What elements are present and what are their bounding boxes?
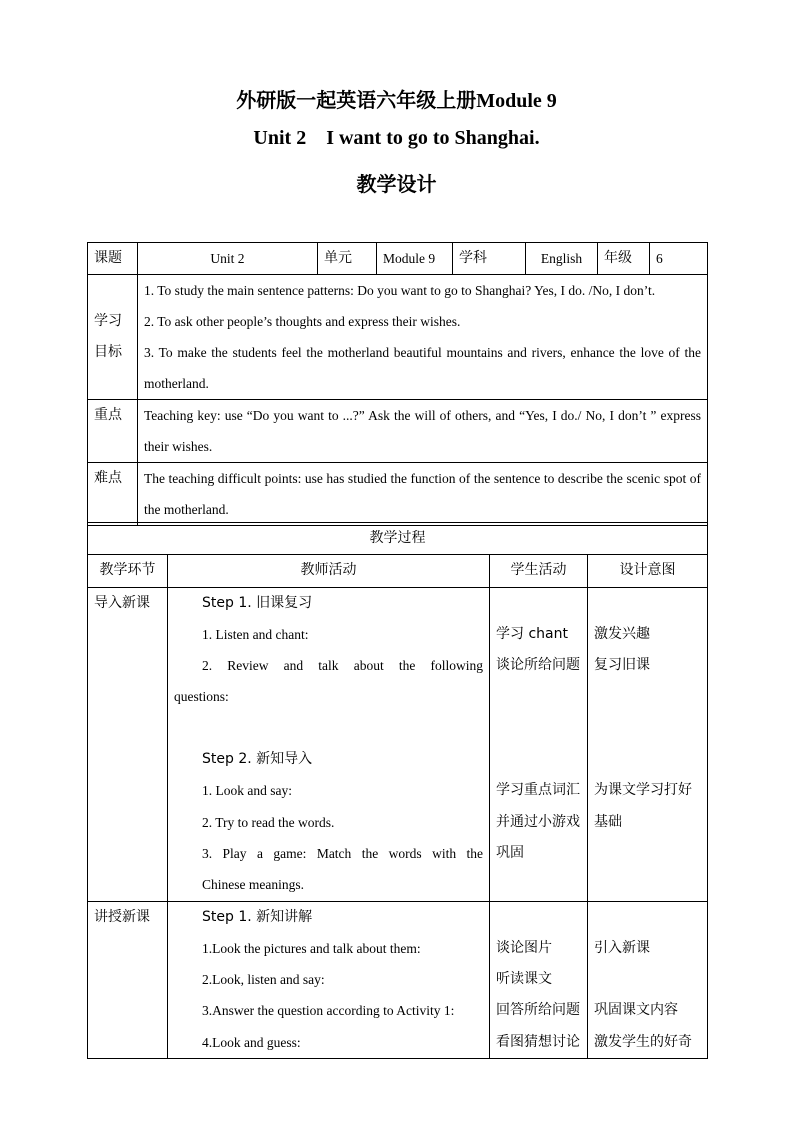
- header-student: 学生活动: [490, 555, 588, 587]
- info-row: [88, 243, 708, 275]
- process-row-intro: [88, 587, 708, 901]
- teacher-line: [174, 713, 483, 744]
- intent-line: 激发学生的好奇: [594, 1033, 692, 1050]
- lesson-title: I want to go to Shanghai.: [326, 127, 540, 149]
- objective-item: 2. To ask other people’s thoughts and express their wishes.: [144, 314, 461, 329]
- student-line: 并通过小游戏: [496, 813, 580, 830]
- teacher-line: 1. Listen and chant:: [202, 626, 309, 642]
- header-teacher: 教师活动: [168, 555, 490, 587]
- teacher-line: Step 1. 新知讲解: [202, 908, 313, 925]
- student-line: [496, 681, 581, 712]
- student-line: [496, 902, 581, 933]
- unit-title: [0, 127, 793, 150]
- student-line: [496, 713, 581, 744]
- intent-line: [594, 681, 701, 712]
- stage-cell: 讲授新课: [88, 901, 168, 1058]
- student-line: 谈论所给问题: [496, 657, 580, 674]
- unit-number: Unit 2: [253, 127, 307, 149]
- teacher-line: 4.Look and guess:: [202, 1034, 301, 1050]
- header-stage: 教学环节: [88, 555, 168, 587]
- objectives-label: [88, 275, 138, 400]
- intent-line: [594, 588, 701, 619]
- key-point-text: Teaching key: use “Do you want to ...?” Ask the will of others, and “Yes, I do./ No, I don’t ” express their wishes.: [138, 400, 708, 463]
- process-header-row: [88, 555, 708, 587]
- intent-line: [594, 902, 701, 933]
- objective-item: 3. To make the students feel the motherland beautiful mountains and rivers, enhance the love of the motherland.: [144, 345, 701, 391]
- objectives-content: [138, 275, 708, 400]
- teacher-activity-cell: [168, 901, 490, 1058]
- grade-value: 6: [650, 243, 708, 275]
- teacher-line: 1. Look and say:: [202, 783, 292, 799]
- teacher-line: Step 2. 新知导入: [202, 751, 313, 768]
- student-line: 回答所给问题: [496, 1002, 580, 1019]
- intent-line: [594, 744, 701, 775]
- teacher-line: 1.Look the pictures and talk about them:: [202, 940, 421, 956]
- process-title-row: [88, 523, 708, 555]
- stage-cell: 导入新课: [88, 587, 168, 901]
- unit-label: 单元: [318, 243, 377, 275]
- intent-line: [594, 869, 701, 900]
- teacher-line: questions:: [174, 689, 229, 705]
- student-line: 学习重点词汇: [496, 782, 580, 799]
- teaching-process-table: [87, 522, 708, 1059]
- student-line: 谈论图片: [496, 939, 552, 956]
- objectives-label-line1: 学习: [94, 313, 122, 329]
- intent-line: [594, 713, 701, 744]
- teacher-line: 2. Review and talk about the following: [202, 658, 483, 674]
- intent-line: 复习旧课: [594, 657, 650, 674]
- grade-label: 年级: [598, 243, 650, 275]
- key-point-row: [88, 400, 708, 463]
- intent-line: 为课文学习打好: [594, 782, 692, 799]
- objective-item: 1. To study the main sentence patterns: Do you want to go to Shanghai? Yes, I do. /No, I don’t.: [144, 283, 656, 298]
- key-point-label: 重点: [88, 400, 138, 463]
- student-activity-cell: [490, 901, 588, 1058]
- document-title: 外研版一起英语六年级上册Module 9: [236, 90, 557, 112]
- topic-label: 课题: [88, 243, 138, 275]
- process-title: 教学过程: [88, 523, 708, 555]
- teacher-line: Step 1. 旧课复习: [202, 594, 313, 611]
- difficult-point-label: 难点: [88, 463, 138, 526]
- student-line: 看图猜想讨论: [496, 1033, 580, 1050]
- subject-value: English: [526, 243, 598, 275]
- intent-line: 引入新课: [594, 939, 650, 956]
- student-activity-cell: [490, 587, 588, 901]
- header-intent: 设计意图: [588, 555, 708, 587]
- student-line: 巩固: [496, 844, 524, 861]
- objectives-label-line2: 目标: [94, 344, 122, 360]
- design-intent-cell: [588, 901, 708, 1058]
- objectives-row: [88, 275, 708, 400]
- student-line: 听读课文: [496, 971, 552, 988]
- teacher-line: 2.Look, listen and say:: [202, 972, 325, 988]
- lesson-info-table: [87, 242, 708, 526]
- intent-line: 基础: [594, 813, 622, 830]
- student-line: 学习 chant: [496, 625, 568, 642]
- intent-line: [594, 838, 701, 869]
- difficult-point-text: The teaching difficult points: use has studied the function of the sentence to describe the scenic spot of the motherland.: [138, 463, 708, 526]
- student-line: [496, 869, 581, 900]
- student-line: [496, 744, 581, 775]
- intent-line: 巩固课文内容: [594, 1002, 678, 1019]
- teacher-line: 3. Play a game: Match the words with the: [202, 845, 483, 861]
- difficult-point-row: [88, 463, 708, 526]
- teacher-line: 3.Answer the question according to Activity 1:: [202, 1003, 455, 1019]
- student-line: [496, 588, 581, 619]
- unit-value: Module 9: [377, 243, 453, 275]
- document-subtitle: 教学设计: [356, 172, 437, 196]
- process-row-new-lesson: [88, 901, 708, 1058]
- intent-line: [594, 964, 701, 995]
- intent-line: 激发兴趣: [594, 625, 650, 642]
- design-intent-cell: [588, 587, 708, 901]
- teacher-line: 2. Try to read the words.: [202, 814, 335, 830]
- teacher-activity-cell: [168, 587, 490, 901]
- subject-label: 学科: [453, 243, 526, 275]
- topic-value: Unit 2: [138, 243, 318, 275]
- teacher-line: Chinese meanings.: [202, 877, 304, 893]
